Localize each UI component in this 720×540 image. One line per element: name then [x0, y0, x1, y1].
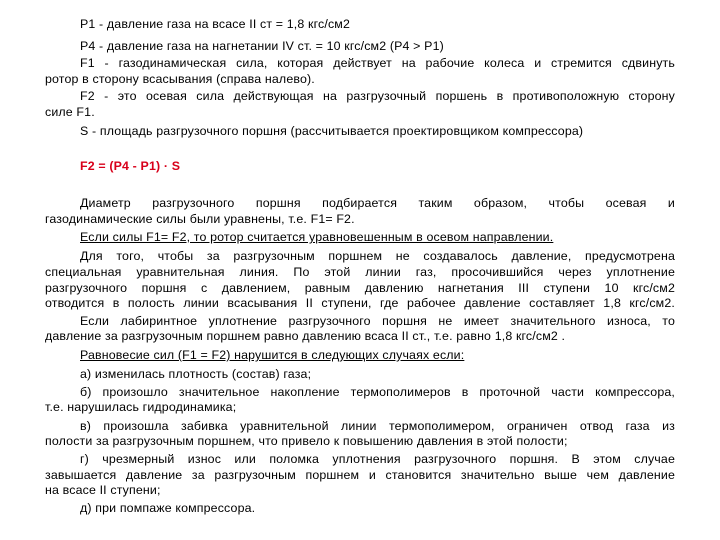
text-line: разгрузочного поршня с давлением, равным давлению нагнетания III ступени 10 кгс/см2	[45, 281, 675, 295]
text-line: S - площадь разгрузочного поршня (рассчитывается проектировщиком компрессора)	[80, 124, 584, 138]
list-item: б) произошло значительное накопление термополимеров в проточной части компрессора,	[80, 385, 675, 399]
underlined-statement: Если силы F1= F2, то ротор считается уравновешенным в осевом направлении.	[80, 230, 554, 244]
list-item: д) при помпаже компрессора.	[80, 501, 256, 515]
text-line: специальная уравнительная линия. По этой линии газ, просочившийся через уплотнение	[45, 265, 675, 279]
text-line: силе F1.	[45, 105, 95, 119]
text-line: P4 - давление газа на нагнетании IV ст. = 10 кгс/см2 (P4 > P1)	[80, 39, 444, 53]
text-line: F2 - это осевая сила действующая на разгрузочный поршень в противоположную сторону	[80, 89, 675, 103]
text-line: отводится в полость линии всасывания II ступени, где рабочее давление составляет 1,8 кгс/см2.	[45, 296, 675, 310]
text-line: ротор в сторону всасывания (справа налево).	[45, 72, 315, 86]
text-line: давление за разгрузочным поршнем равно давлению всаса II ст., т.е. равно 1,8 кгс/см2 .	[45, 329, 566, 343]
text-line: F1 - газодинамическая сила, которая действует на рабочие колеса и стремится сдвинуть	[80, 56, 675, 70]
text-line: Диаметр разгрузочного поршня подбирается таким образом, чтобы осевая и	[80, 196, 675, 210]
text-line: Для того, чтобы за разгрузочным поршнем не создавалось давление, предусмотрена	[80, 249, 675, 263]
text-line: на всасе II ступени;	[45, 483, 161, 497]
list-item: в) произошла забивка уравнительной линии термополимером, ограничен отвод газа из	[80, 419, 675, 433]
text-line: т.е. нарушилась гидродинамика;	[45, 400, 237, 414]
text-line: P1 - давление газа на всасе II ст = 1,8 кгс/см2	[80, 17, 350, 31]
text-line: газодинамические силы были уравнены, т.е. F1= F2.	[45, 212, 355, 226]
list-item: а) изменилась плотность (состав) газа;	[80, 367, 312, 381]
text-line: Если лабиринтное уплотнение разгрузочного поршня не имеет значительного износа, то	[80, 314, 675, 328]
text-line: завышается давление за разгрузочным поршнем и становится значительно выше чем давление	[45, 468, 675, 482]
list-item: г) чрезмерный износ или поломка уплотнения разгрузочного поршня. В этом случае	[80, 452, 675, 466]
text-line: полости за разгрузочным поршнем, что привело к повышению давления в этой полости;	[45, 434, 568, 448]
underlined-heading: Равновесие сил (F1 = F2) нарушится в следующих случаях если:	[80, 348, 465, 362]
formula: F2 = (P4 - P1) · S	[80, 159, 181, 173]
